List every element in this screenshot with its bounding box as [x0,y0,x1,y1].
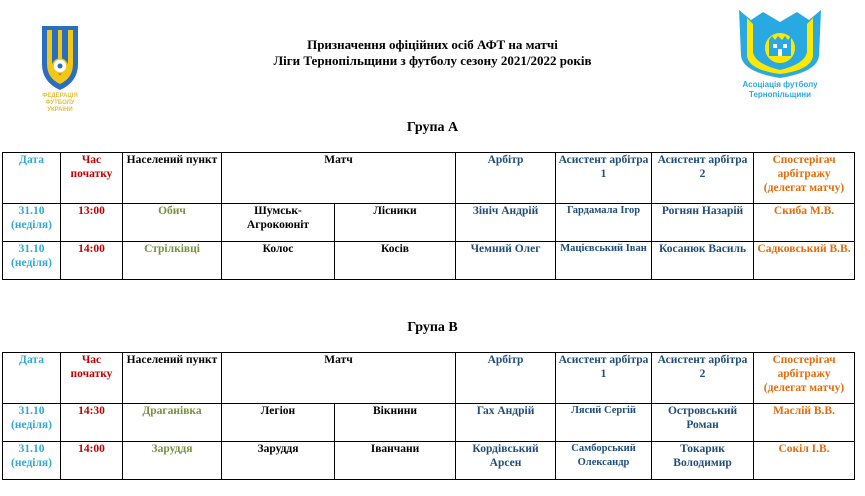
header-place: Населений пункт [123,153,222,204]
match-place: Драганівка [123,404,222,442]
home-team: Колос [222,242,335,280]
header-assistant1: Асистент арбітра 1 [556,153,652,204]
match-date: 31.10 (неділя) [3,242,61,280]
title-line-2: Ліги Тернопільщини з футболу сезону 2021/2022 років [273,53,592,68]
header-observer: Спостерігач арбітражу (делегат матчу) [754,353,855,404]
ffu-caption-line3: УКРАЇНИ [47,107,73,113]
observer: Садковський В.В. [754,242,855,280]
table-row [3,204,855,242]
match-time: 14:00 [61,242,123,280]
referee: Гах Андрій [456,404,556,442]
header-assistant2: Асистент арбітра 2 [652,153,754,204]
header-referee: Арбітр [456,153,556,204]
aft-caption-line2: Тернопільщини [748,90,812,99]
home-team: Легіон [222,404,335,442]
header-assistant2: Асистент арбітра 2 [652,353,754,404]
group-b-title: Група В [407,320,458,335]
table-row [3,442,855,480]
table-header-row [3,153,855,204]
assistant1: Самборський Олександр [556,442,652,480]
observer: Маслій В.В. [754,404,855,442]
away-team: Лісники [335,204,456,242]
away-team: Вікнини [335,404,456,442]
assistant2: Рогнян Назарій [652,204,754,242]
assistant2: Токарик Володимир [652,442,754,480]
header-date: Дата [3,153,61,204]
match-place: Обич [123,204,222,242]
table-row [3,242,855,280]
ffu-caption-line2: ФУТБОЛУ [45,100,75,106]
table-header-row [3,353,855,404]
referee: Зініч Андрій [456,204,556,242]
group-a-table [2,152,855,280]
header-time: Час початку [61,353,123,404]
group-b-table [2,352,855,480]
header-time: Час початку [61,153,123,204]
home-team: Заруддя [222,442,335,480]
assistant1: Лясий Сергій [556,404,652,442]
match-time: 14:00 [61,442,123,480]
ffu-caption-line1: ФЕДЕРАЦІЯ [42,93,78,99]
observer: Сокіл І.В. [754,442,855,480]
match-date: 31.10 (неділя) [3,404,61,442]
header-place: Населений пункт [123,353,222,404]
match-date: 31.10 (неділя) [3,204,61,242]
match-place: Заруддя [123,442,222,480]
referee: Кордівський Арсен [456,442,556,480]
group-a-title: Група А [406,120,459,135]
away-team: Іванчани [335,442,456,480]
document-title [0,37,865,69]
assistant1: Гардамала Ігор [556,204,652,242]
assistant1: Мацієвський Іван [556,242,652,280]
header-date: Дата [3,353,61,404]
table-row [3,404,855,442]
observer: Скиба М.В. [754,204,855,242]
referee: Чемний Олег [456,242,556,280]
header-referee: Арбітр [456,353,556,404]
match-place: Стрілківці [123,242,222,280]
header-observer: Спостерігач арбітражу (делегат матчу) [754,153,855,204]
header-match: Матч [222,353,456,404]
away-team: Косів [335,242,456,280]
aft-caption-line1: Асоціація футболу [742,80,818,89]
header-match: Матч [222,153,456,204]
match-time: 14:30 [61,404,123,442]
assistant2: Островський Роман [652,404,754,442]
match-time: 13:00 [61,204,123,242]
title-line-1: Призначення офіційних осіб АФТ на матчі [307,37,558,52]
home-team: Шумськ-Агрокоюніт [222,204,335,242]
header-assistant1: Асистент арбітра 1 [556,353,652,404]
match-date: 31.10 (неділя) [3,442,61,480]
assistant2: Косанюк Василь [652,242,754,280]
